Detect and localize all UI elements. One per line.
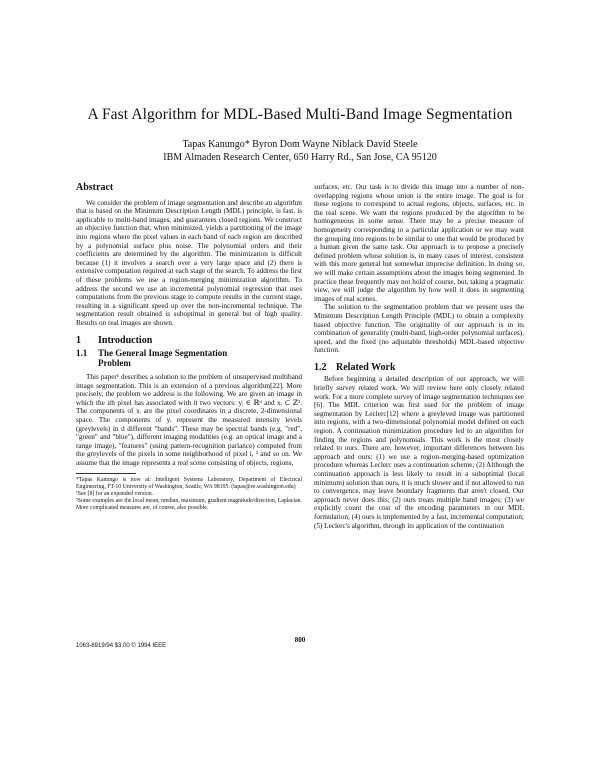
subsection-number: 1.2 xyxy=(314,361,327,373)
intro-paragraph: This paper¹ describes a solution to the problem of unsupervised multiband image segmentation. This is an extension of a previous algorithm[22]. More precisely, the problem we address is the following. We are given an image in which the ith pixel has associated with it two vectors: yᵢ ∈ ℝᵈ and xᵢ ⊂ ℤ². The components of xᵢ are the pixel coordinates in a discrete, 2-dimensional space. The components of yᵢ represent the measured intensity levels (greylevels) in d different "bands". These may be spectral bands (e.g. "red", "green" and "blue"), different imaging modalities (e.g. an optical image and a range image), "features" (using pattern-recognition parlance) computed from the greylevels of the pixels in some neighborhood of pixel i, ² and so on. We assume that the image represents a real scene consisting of objects, regions, xyxy=(76,373,302,468)
related-work-paragraph: Before beginning a detailed description of our approach, we will briefly survey related work. We will review here only closely related work. For a more complete survey of image segmentation techniques see [6]. The MDL criterion was first used for the problem of image segmentation by Leclerc[12] where a greyleved image was partitioned into regions, with a two-dimensional polynomial model defined on each region. A continuation minimization procedure led to an algorithm for finding the regions and polynomials. This work is the most closely related to ours. There are, however, important differences between his approach and ours: (1) we use a region-merging-based optimization procedure whereas Leclerc uses a continuation scheme; (2) Although the continuation approach is less likely to result in a suboptimal (local minimum) solution than ours, it is much slower and if not allowed to run to convergence, may leave boundary fragments that aren't closed. Our approach never does this; (2) ours treats multiple band images; (3) we explicitly count the cost of the encoding parameters in our MDL formulation; (4) ours is implemented by a fast, incremental computation; (5) Leclerc's algorithm, through its application of the continuation xyxy=(314,375,524,530)
author-list: Tapas Kanungo* Byron Dom Wayne Niblack David Steele xyxy=(182,139,418,150)
subsection-title-line2: Problem xyxy=(98,358,131,369)
page-number: 800 xyxy=(294,636,306,644)
right-column xyxy=(314,183,524,530)
abstract-heading: Abstract xyxy=(76,182,114,193)
section-number: 1 xyxy=(76,334,81,346)
section-heading-introduction xyxy=(76,334,302,346)
copyright-footer: 1063-6919/94 $3.00 © 1994 IEEE xyxy=(76,643,167,649)
section-title: Introduction xyxy=(98,334,153,346)
subsection-heading-general-problem xyxy=(76,348,302,368)
left-column xyxy=(76,184,302,513)
abstract-text: We consider the problem of image segmentation and describe an algorithm that is based on the Minimum Description Length (MDL) principle, is fast, is applicable to multi-band images, and guarantees closed regions. We construct an objective function that, when minimized, yields a partitioning of the image into regions where the pixel values in each band of each region are described by a polynomial surface plus noise. The polynomial orders and their coefficients are determined by the algorithm. The minimization is difficult because (1) it involves a search over a very large space and (2) there is extensive computation required at each stage of the search. To address the first of these problems we use a region-merging minimization algorithm. To address the second we use an incremental polynomial regression that uses computations from the previous stage to compute results in the current stage, resulting in a significant speed up over the non-incremental technique. The segmentation result obtained is suboptimal in general but of high quality. Results on real images are shown. xyxy=(76,198,302,327)
subsection-number: 1.1 xyxy=(76,348,88,359)
footnote-author: *Tapas Kanungo is now at: Intelligent Systems Laboratory, Department of Electrical Engineering, FT-10 University of Washington, Seattle, WA 98195. (tapas@ee.washington.edu) xyxy=(76,476,302,490)
paper-title: A Fast Algorithm for MDL-Based Multi-Band Image Segmentation xyxy=(87,106,513,123)
subsection-title: Related Work xyxy=(336,361,396,373)
footnote-rule xyxy=(76,473,136,474)
subsection-heading-related-work xyxy=(314,361,524,373)
footnote-1: ¹See [8] for an expanded version. xyxy=(76,491,154,498)
affiliation: IBM Almaden Research Center, 650 Harry Rd., San Jose, CA 95120 xyxy=(163,152,437,163)
right-paragraph-2: The solution to the segmentation problem that we present uses the Minimum Description Length Principle (MDL) to obtain a complexity based objective function. The originality of our approach is in its combination of generality (multi-band, high-order polynomial surfaces), speed, and the fixed (no adjustable thresholds) MDL-based objective function. xyxy=(314,303,524,355)
footnote-2: ²Some examples are the local mean, median, maximum, gradient magnitude/direction, Laplacian. More complicated measures are, of course, also possible. xyxy=(76,498,302,512)
right-paragraph-1: surfaces, etc. Our task is to divide this image into a number of non-overlapping regions whose union is the entire image. The goal is for these regions to correspond to actual regions, objects, surfaces, etc. in the real scene. We want the regions produced by the algorithm to be homogeneous in some sense. There may be a precise measure of homogeneity corresponding to a particular application or we may want the grouping into regions to be similar to one that would be produced by a human given the same task. Our approach is to propose a precisely defined problem whose solution is, in many cases of interest, consistent with this more general but somewhat imprecise definition. In doing so, we will make certain assumptions about the images being segmented. In practice these frequently may not hold of course, but, taking a pragmatic view, we will judge the algorithm by how well it does in segmenting images of real scenes. xyxy=(314,183,524,303)
subsection-title-line1: The General Image Segmentation xyxy=(98,348,228,359)
